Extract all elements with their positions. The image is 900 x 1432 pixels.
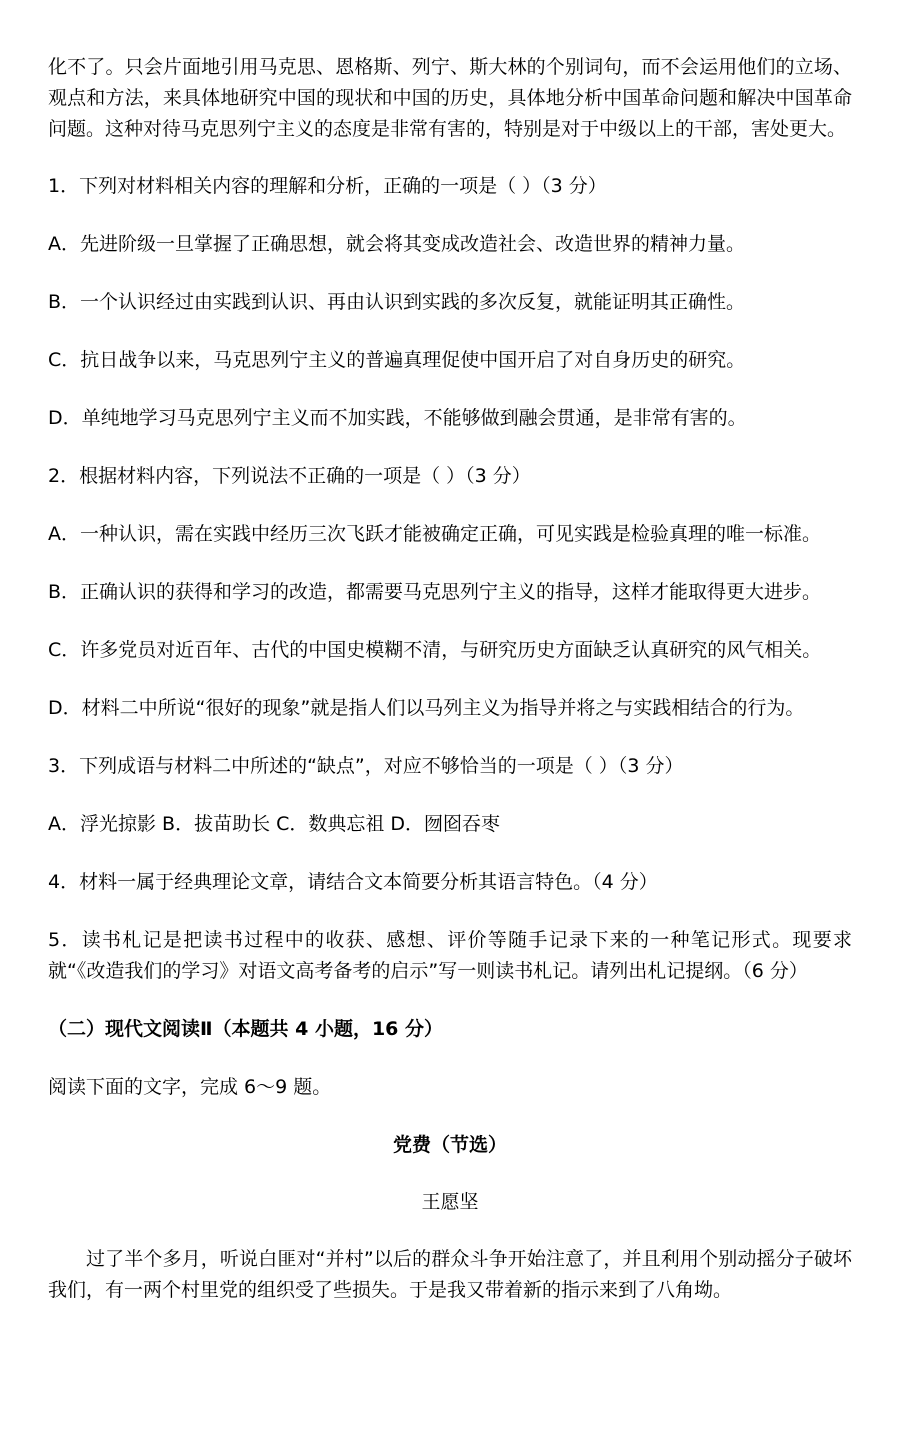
article-author: 王愿坚 bbox=[421, 1191, 479, 1213]
question-3-options: A．浮光掠影 B．拔苗助长 C．数典忘祖 D．囫囵吞枣 bbox=[48, 813, 501, 835]
article-title: 党费（节选） bbox=[392, 1134, 507, 1156]
question-1-option-a: A．先进阶级一旦掌握了正确思想，就会将其变成改造社会、改造世界的精神力量。 bbox=[48, 233, 745, 255]
question-2-option-c: C．许多党员对近百年、古代的中国史模糊不清，与研究历史方面缺乏认真研究的风气相关。 bbox=[48, 639, 822, 661]
section-heading: （二）现代文阅读Ⅱ（本题共 4 小题，16 分） bbox=[48, 1018, 444, 1040]
question-1 bbox=[48, 171, 852, 434]
question-2-option-d: D．材料二中所说“很好的现象”就是指人们以马列主义为指导并将之与实践相结合的行为。 bbox=[48, 697, 805, 719]
question-3-stem: 3．下列成语与材料二中所述的“缺点”，对应不够恰当的一项是（ ）（3 分） bbox=[48, 755, 684, 777]
question-2-stem: 2．根据材料内容，下列说法不正确的一项是（ ）（3 分） bbox=[48, 465, 531, 487]
question-5-stem: 5．读书札记是把读书过程中的收获、感想、评价等随手记录下来的一种笔记形式。现要求就“《改造我们的学习》对语文高考备考的启示”写一则读书札记。请列出札记提纲。（6 分） bbox=[48, 929, 852, 982]
question-1-option-b: B．一个认识经过由实践到认识、再由认识到实践的多次反复，就能证明其正确性。 bbox=[48, 291, 746, 313]
question-1-stem: 1．下列对材料相关内容的理解和分析，正确的一项是（ ）（3 分） bbox=[48, 175, 607, 197]
question-4-stem: 4．材料一属于经典理论文章，请结合文本简要分析其语言特色。（4 分） bbox=[48, 871, 658, 893]
exam-page bbox=[48, 52, 852, 1306]
question-2-option-a: A．一种认识，需在实践中经历三次飞跃才能被确定正确，可见实践是检验真理的唯一标准。 bbox=[48, 523, 821, 545]
question-1-option-d: D．单纯地学习马克思列宁主义而不加实践，不能够做到融会贯通，是非常有害的。 bbox=[48, 407, 747, 429]
question-2 bbox=[48, 461, 852, 724]
question-3 bbox=[48, 751, 852, 840]
question-1-option-c: C．抗日战争以来，马克思列宁主义的普遍真理促使中国开启了对自身历史的研究。 bbox=[48, 349, 746, 371]
question-5 bbox=[48, 925, 852, 987]
question-4 bbox=[48, 867, 852, 898]
article-paragraph: 过了半个多月，听说白匪对“并村”以后的群众斗争开始注意了，并且利用个别动摇分子破坏我们，有一两个村里党的组织受了些损失。于是我又带着新的指示来到了八角坳。 bbox=[48, 1248, 852, 1301]
intro-paragraph: 化不了。只会片面地引用马克思、恩格斯、列宁、斯大林的个别词句，而不会运用他们的立场、观点和方法，来具体地研究中国的现状和中国的历史，具体地分析中国革命问题和解决中国革命问题。这种对待马克思列宁主义的态度是非常有害的，特别是对于中级以上的干部，害处更大。 bbox=[48, 56, 852, 140]
reading-instruction: 阅读下面的文字，完成 6～9 题。 bbox=[48, 1076, 332, 1098]
question-2-option-b: B．正确认识的获得和学习的改造，都需要马克思列宁主义的指导，这样才能取得更大进步。 bbox=[48, 581, 822, 603]
